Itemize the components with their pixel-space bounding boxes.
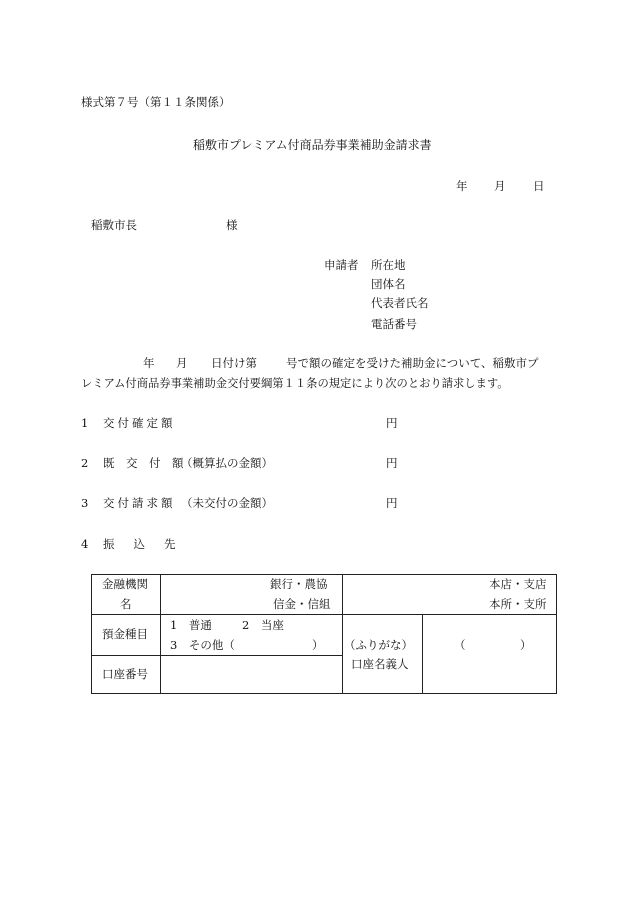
item-4-label: 振込先 — [103, 537, 195, 551]
item-2-note: （概算払の金額） — [181, 456, 273, 470]
item-4-num: 4 — [81, 537, 89, 551]
account-type-label: 預金種目 — [102, 627, 148, 641]
account-number-label: 口座番号 — [102, 667, 148, 681]
account-type-other-close: ） — [312, 638, 324, 652]
item-3-note: （未交付の金額） — [181, 496, 273, 510]
institution-label: 金融機関 — [102, 577, 148, 591]
body-year: 年 — [143, 356, 155, 370]
item-2-num: 2 — [81, 456, 89, 470]
account-type-other: 3 その他（ — [170, 638, 235, 652]
addressee-name: 稲敷市長 — [91, 218, 137, 232]
addressee-honorific: 様 — [226, 218, 238, 232]
body-day-prefix: 日付け第 — [211, 356, 257, 370]
body-line2: レミアム付商品券事業補助金交付要綱第１１条の規定により次のとおり請求します。 — [81, 377, 509, 390]
applicant-organization: 団体名 — [371, 277, 406, 291]
date-day: 日 — [533, 179, 545, 193]
furigana-close: ） — [520, 638, 532, 652]
branch-types-1: 本店・支店 — [489, 577, 547, 591]
item-1-num: 1 — [81, 416, 89, 430]
item-3-unit: 円 — [386, 496, 398, 510]
bank-types-1: 銀行・農協 — [270, 577, 328, 591]
item-1-label: 交付確定額 — [103, 416, 176, 430]
account-holder-label: 口座名義人 — [351, 657, 409, 671]
bank-types-2: 信金・信組 — [273, 597, 331, 611]
date-year: 年 — [456, 179, 468, 193]
item-3-label: 交付請求額 — [103, 496, 176, 510]
account-type-ordinary: 1 普通 — [170, 618, 212, 632]
applicant-representative: 代表者氏名 — [371, 296, 429, 310]
body-month: 月 — [176, 356, 188, 370]
branch-types-2: 本所・支所 — [489, 597, 547, 611]
furigana-label: （ふりがな） — [344, 638, 413, 652]
applicant-address: 所在地 — [371, 258, 406, 272]
item-2-unit: 円 — [386, 456, 398, 470]
item-3-num: 3 — [81, 496, 89, 510]
item-1-unit: 円 — [386, 416, 398, 430]
date-month: 月 — [494, 179, 506, 193]
institution-label-suffix: 名 — [120, 597, 132, 611]
document-title: 稲敷市プレミアム付商品券事業補助金請求書 — [193, 138, 432, 152]
form-number: 様式第７号（第１１条関係） — [81, 95, 231, 109]
applicant-phone: 電話番号 — [371, 317, 417, 331]
item-2-label: 既交付額 — [103, 456, 195, 470]
applicant-label: 申請者 — [324, 258, 359, 272]
body-line1-rest: 号で額の確定を受けた補助金について、稲敷市プ — [286, 356, 539, 370]
furigana-open: （ — [454, 638, 466, 652]
account-type-current: 2 当座 — [242, 618, 284, 632]
